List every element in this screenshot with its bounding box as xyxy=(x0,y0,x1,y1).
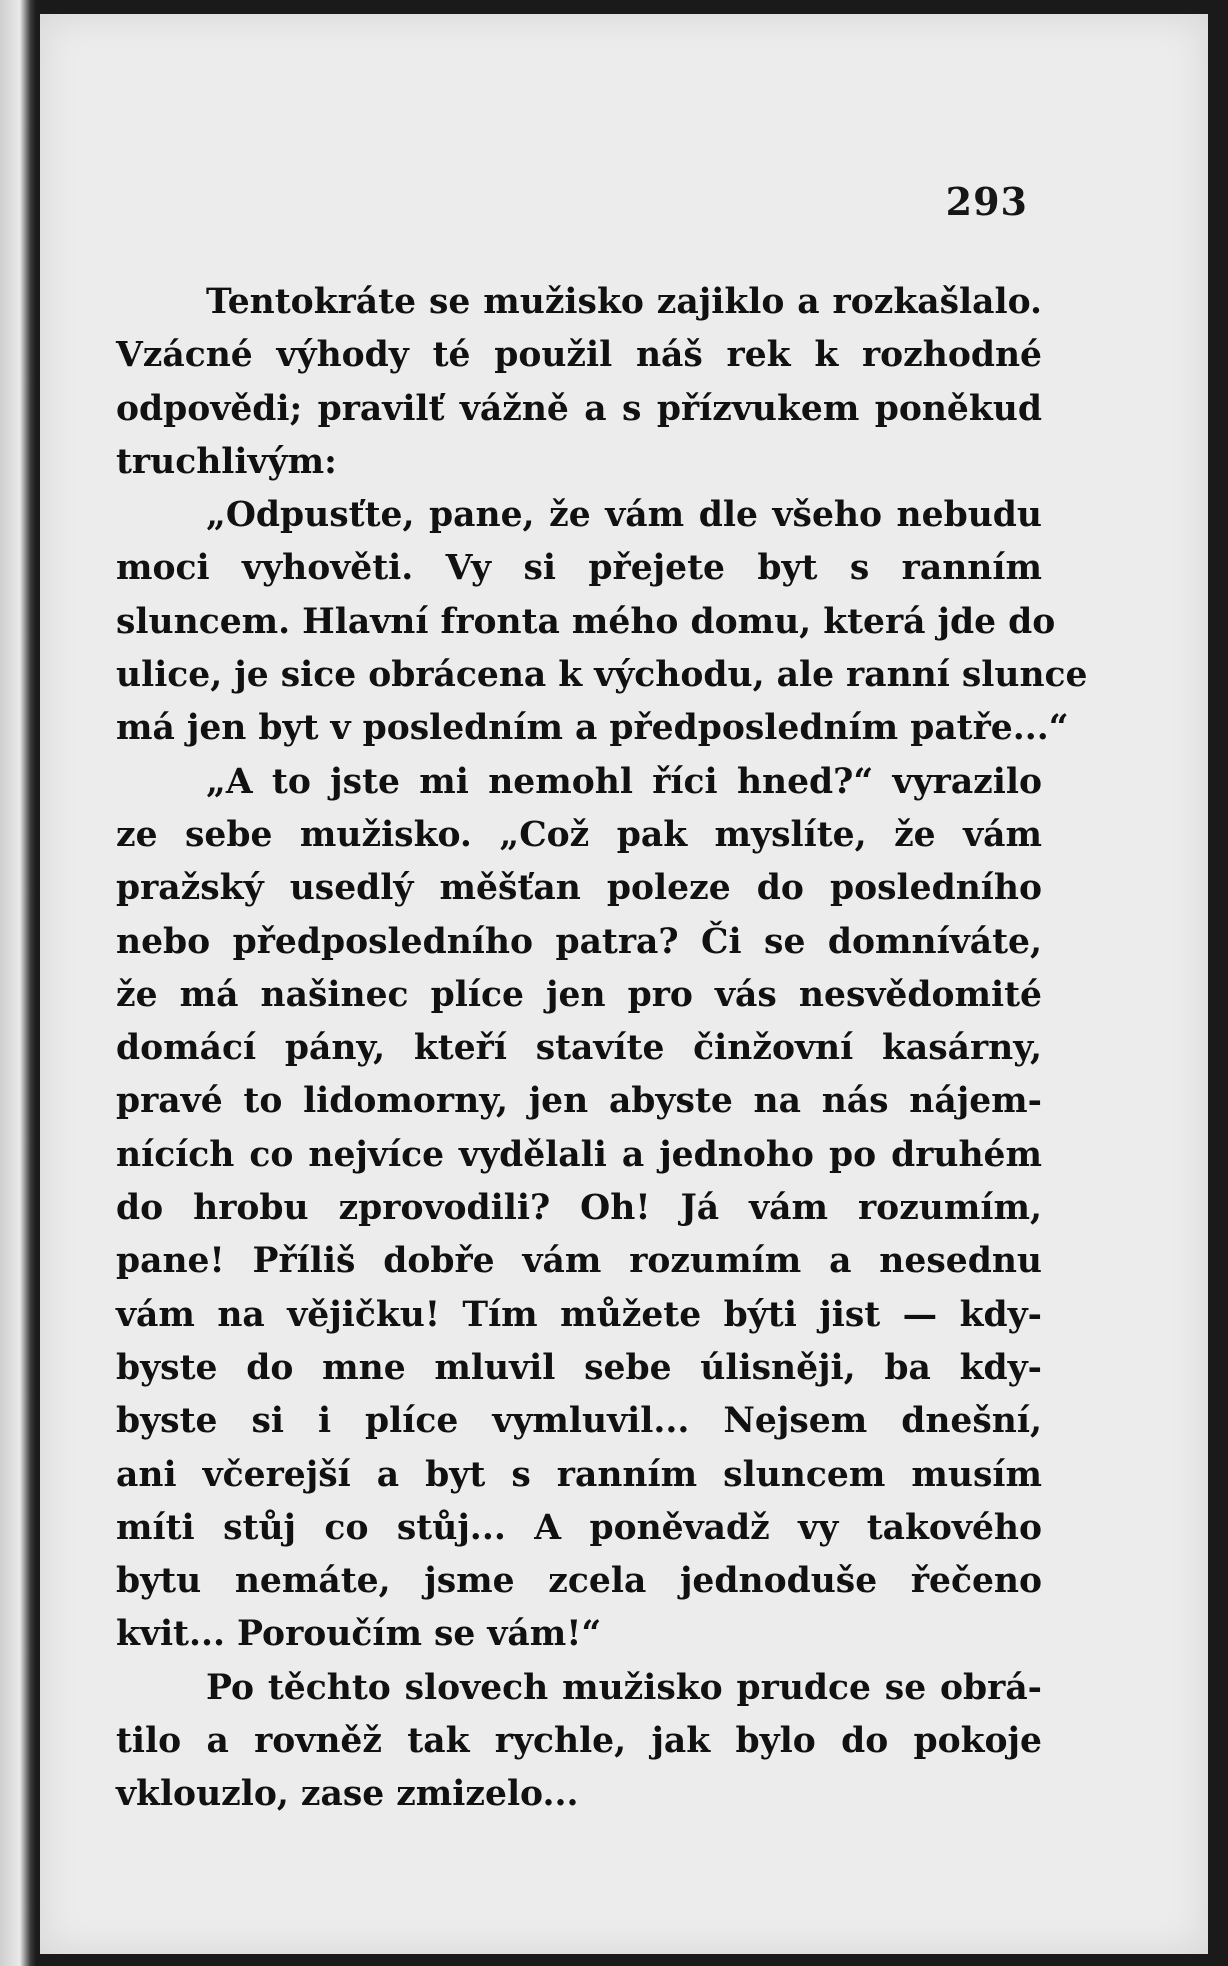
text-line: domácí pány, kteří stavíte činžovní kasárny, xyxy=(116,1028,1042,1069)
text-line: že má našinec plíce jen pro vás nesvědomité xyxy=(116,974,1042,1015)
text-line: tilo a rovněž tak rychle, jak bylo do pokoje xyxy=(116,1721,1042,1762)
text-line: bytu nemáte, jsme zcela jednoduše řečeno xyxy=(116,1561,1042,1602)
text-line: míti stůj co stůj... A poněvadž vy takového xyxy=(116,1507,1042,1548)
text-line: má jen byt v posledním a předposledním patře...“ xyxy=(116,708,1069,749)
book-gutter xyxy=(0,0,36,1966)
text-line: vklouzlo, zase zmizelo... xyxy=(116,1774,579,1815)
text-line: nících co nejvíce vydělali a jednoho po druhém xyxy=(116,1134,1042,1175)
text-line: pane! Příliš dobře vám rozumím a nesednu xyxy=(116,1241,1042,1282)
text-line: ulice, je sice obrácena k východu, ale ranní slunce xyxy=(116,655,1088,696)
text-line: „Odpusťte, pane, že vám dle všeho nebudu xyxy=(206,495,1042,536)
text-line: kvit... Poroučím se vám!“ xyxy=(116,1614,602,1655)
text-line: pravé to lidomorny, jen abyste na nás nájem- xyxy=(116,1081,1042,1122)
text-line: ze sebe mužisko. „Což pak myslíte, že vám xyxy=(116,814,1042,855)
text-line: truchlivým: xyxy=(116,441,337,482)
text-line: Vzácné výhody té použil náš rek k rozhodné xyxy=(116,335,1042,376)
text-line: byste si i plíce vymluvil... Nejsem dnešní, xyxy=(116,1401,1042,1442)
text-line: pražský usedlý měšťan poleze do posledního xyxy=(116,868,1042,909)
text-line: odpovědi; pravilť vážně a s přízvukem poněkud xyxy=(116,388,1042,429)
body-text xyxy=(116,276,1088,1822)
page-number: 293 xyxy=(945,179,1028,224)
text-line: do hrobu zprovodili? Oh! Já vám rozumím, xyxy=(116,1188,1042,1229)
text-line: moci vyhověti. Vy si přejete byt s ranním xyxy=(116,548,1042,589)
text-line: sluncem. Hlavní fronta mého domu, která jde do xyxy=(116,601,1056,642)
text-line: vám na vějičku! Tím můžete býti jist — kdy- xyxy=(116,1294,1042,1335)
text-line: „A to jste mi nemohl říci hned?“ vyrazilo xyxy=(206,761,1042,802)
text-line: nebo předposledního patra? Či se domníváte, xyxy=(116,921,1042,962)
text-line: ani včerejší a byt s ranním sluncem musím xyxy=(116,1454,1042,1495)
text-line: Po těchto slovech mužisko prudce se obrá- xyxy=(206,1667,1042,1708)
text-line: Tentokráte se mužisko zajiklo a rozkašlalo. xyxy=(206,282,1042,322)
book-page xyxy=(40,14,1208,1954)
text-line: byste do mne mluvil sebe úlisněji, ba kdy- xyxy=(116,1347,1042,1388)
